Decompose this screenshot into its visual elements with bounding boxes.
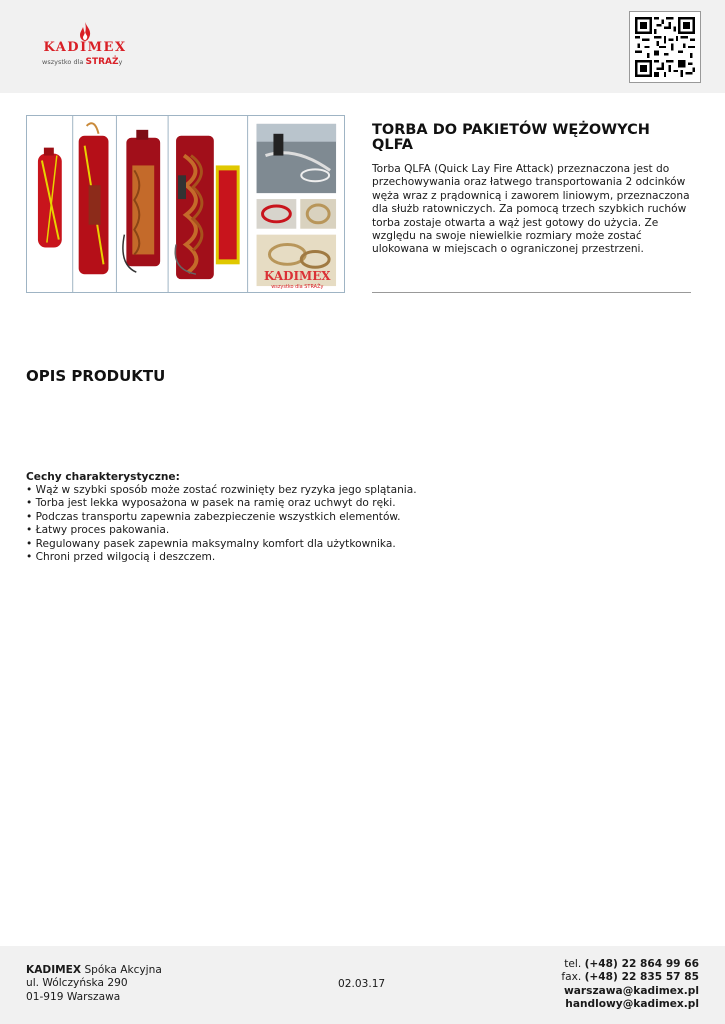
footer-fax-label: fax.: [561, 971, 585, 984]
section-title-product-description: OPIS PRODUKTU: [26, 367, 166, 385]
qr-code-icon: [635, 17, 695, 77]
logo-tagline-brand: STRAŻ: [85, 57, 119, 67]
image-watermark: KADIMEX: [264, 269, 331, 284]
kadimex-logo[interactable]: [26, 22, 146, 72]
logo-tagline-suffix: y: [118, 58, 123, 66]
footer-email-handlowy[interactable]: [561, 998, 699, 1011]
footer-email-warszawa-link[interactable]: warszawa@kadimex.pl: [563, 984, 699, 997]
footer-fax-number: (+48) 22 835 57 85: [584, 971, 699, 984]
flame-icon: [78, 22, 92, 42]
product-image[interactable]: [26, 115, 345, 293]
list-item: • Torba jest lekka wyposażona w pasek na ramię oraz uchwyt do ręki.: [26, 497, 466, 510]
footer-phone[interactable]: [561, 958, 699, 971]
bag-closed-illustration: [38, 148, 62, 248]
list-item: • Wąż w szybki sposób może zostać rozwinięty bez ryzyka jego splątania.: [26, 484, 466, 497]
list-item: • Podczas transportu zapewnia zabezpieczenie wszystkich elementów.: [26, 511, 466, 524]
logo-wordmark: KADIMEX: [43, 40, 127, 55]
divider: [372, 292, 691, 293]
footer-contact: [561, 958, 699, 1012]
footer-company-name: KADIMEX: [26, 964, 82, 976]
bag-opening-illustration: [123, 130, 160, 272]
bag-strap-illustration: [79, 123, 109, 274]
qr-code[interactable]: [629, 11, 701, 83]
footer-email-handlowy-link[interactable]: handlowy@kadimex.pl: [565, 998, 699, 1011]
page-footer: [0, 946, 725, 1024]
list-item: • Regulowany pasek zapewnia maksymalny komfort dla użytkownika.: [26, 538, 466, 551]
footer-fax: [561, 971, 699, 984]
page-header: [0, 0, 725, 93]
image-watermark-tagline: wszystko dla STRAŻy: [271, 284, 324, 291]
product-title: TORBA DO PAKIETÓW WĘŻOWYCH QLFA: [372, 122, 650, 153]
footer-phone-number[interactable]: (+48) 22 864 99 66: [584, 958, 699, 970]
features-list: [26, 484, 466, 564]
list-item: • Chroni przed wilgocią i deszczem.: [26, 551, 466, 564]
features-title: Cechy charakterystyczne:: [26, 471, 180, 483]
footer-phone-label: tel.: [564, 958, 585, 970]
footer-company: [26, 964, 162, 977]
product-description: Torba QLFA (Quick Lay Fire Attack) przeznaczona jest do przechowywania oraz łatwego transportowania 2 odcinków węża wraz z prądownicą i zaworem liniowym, przeznaczona dla służb ratowniczych. Za pomocą trzech szybkich ruchów torba zostaje otwarta a wąż jest gotowy do użycia. Ze względu na swoje niewielkie rozmiary może zostać ulokowana w miejscach o ograniczonej przestrzeni.: [372, 163, 690, 256]
footer-company-type: Spóka Akcyjna: [81, 964, 162, 976]
footer-date: 02.03.17: [338, 978, 386, 990]
list-item: • Łatwy proces pakowania.: [26, 524, 466, 537]
logo-tagline: [42, 57, 122, 67]
footer-city: 01-919 Warszawa: [26, 990, 121, 1003]
footer-address: [26, 964, 162, 1004]
footer-email-warszawa[interactable]: [561, 985, 699, 998]
logo-tagline-prefix: wszystko dla: [42, 58, 84, 66]
footer-street: ul. Wólczyńska 290: [26, 977, 128, 990]
